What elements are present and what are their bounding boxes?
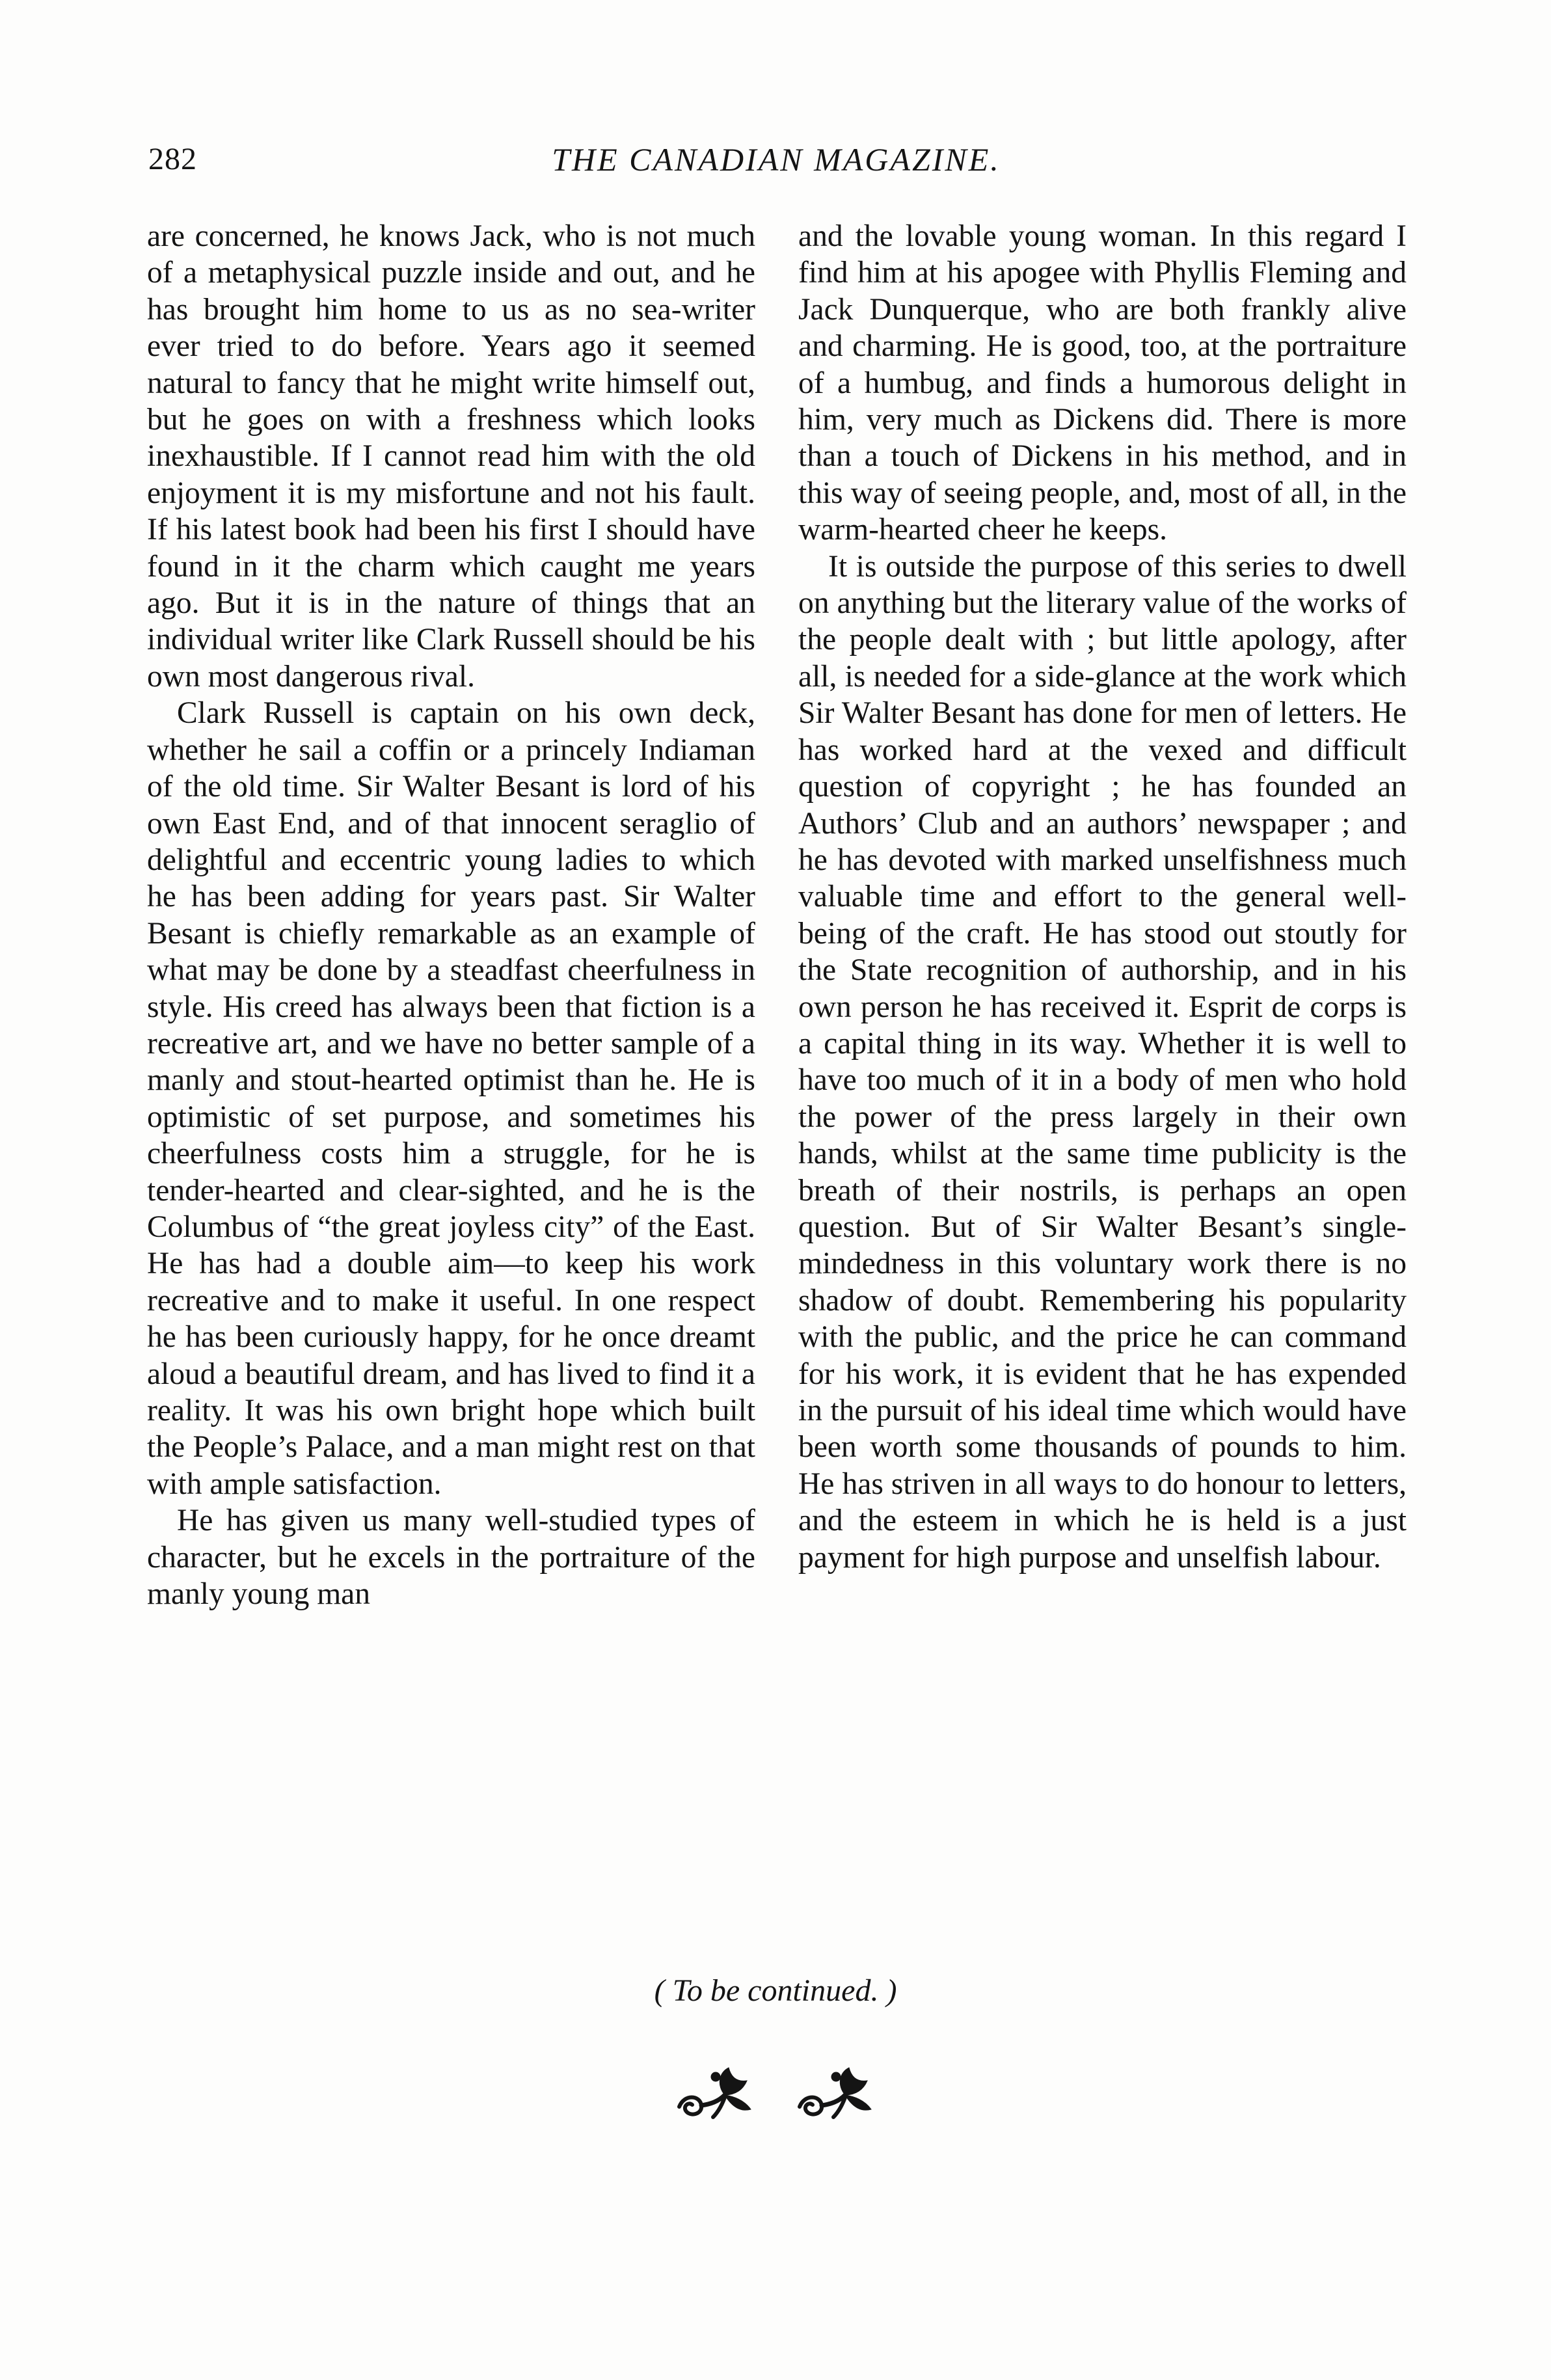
- running-title: THE CANADIAN MAGAZINE.: [552, 141, 1001, 178]
- paragraph: and the lovable young woman. In this regard I find him at his apogee with Phyllis Fleming and Jack Dunquerque, who are both frankly alive and charming. He is good, too, at the portraiture of a humbug, and finds a humorous delight in him, very much as Dickens did. There is more than a touch of Dickens in his method, and in this way of seeing people, and, most of all, in the warm-hearted cheer he keeps.: [798, 219, 1407, 547]
- paragraph: are concerned, he knows Jack, who is not much of a metaphysical puzzle inside and out, and he has brought him home to us as no sea-writer ever tried to do before. Years ago it seemed natural to fancy that he might write himself out, but he goes on with a freshness which looks inexhaustible. If I cannot read him with the old enjoyment it is my misfortune and not his fault. If his latest book had been his first I should have found in it the charm which caught me years ago. But it is in the nature of things that an individual writer like Clark Russell should be his own most dangerous rival.: [147, 219, 755, 694]
- paragraph: Clark Russell is captain on his own deck, whether he sail a coffin or a princely Indiaman of the old time. Sir Walter Besant is lord of his own East End, and of that innocent seraglio of delightful and eccentric young ladies to which he has been adding for years past. Sir Walter Besant is chiefly remarkable as an example of what may be done by a steadfast cheerfulness in style. His creed has always been that fiction is a recreative art, and we have no better sample of a manly and stout-hearted optimist than he. He is optimistic of set purpose, and sometimes his cheerfulness costs him a struggle, for he is tender-hearted and clear-sighted, and he is the Columbus of “the great joyless city” of the East. He has had a double aim—to keep his work recreative and to make it useful. In one respect he has been curiously happy, for he once dreamt aloud a beautiful dream, and has lived to find it a reality. It was his own bright hope which built the People’s Palace, and a man might rest on that with ample satisfaction.: [147, 696, 755, 1501]
- fleuron-icon: [790, 2056, 882, 2128]
- paragraph: He has given us many well-studied types of character, but he excels in the portraiture of the manly young man: [147, 1504, 755, 1612]
- to-be-continued-note: ( To be continued. ): [654, 1973, 897, 2008]
- page-header: [148, 140, 1404, 185]
- paragraph: It is outside the purpose of this series to dwell on anything but the literary value of the works of the people dealt with ; but little apology, after all, is needed for a side-glance at the work which Sir Walter Besant has done for men of letters. He has worked hard at the vexed and difficult question of copyright ; he has founded an Authors’ Club and an authors’ newspaper ; and he has devoted with marked unselfishness much valuable time and effort to the general well-being of the craft. He has stood out stoutly for the State recognition of authorship, and in his own person he has received it. Esprit de corps is a capital thing in its way. Whether it is well to have too much of it in a body of men who hold the power of the press largely in their own hands, whilst at the same time publicity is the breath of their nostrils, is perhaps an open question. But of Sir Walter Besant’s single-mindedness in this voluntary work there is no shadow of doubt. Remembering his popularity with the public, and the price he can command for his work, it is evident that he has expended in the pursuit of his ideal time which would have been worth some thousands of pounds to him. He has striven in all ways to do honour to letters, and the esteem in which he is held is a just payment for high purpose and unselfish labour.: [798, 549, 1407, 1575]
- right-column: [798, 218, 1407, 1576]
- ornament-row: [670, 2056, 891, 2128]
- left-column: [147, 218, 755, 1612]
- fleuron-icon: [670, 2056, 761, 2128]
- page-number: 282: [148, 142, 197, 176]
